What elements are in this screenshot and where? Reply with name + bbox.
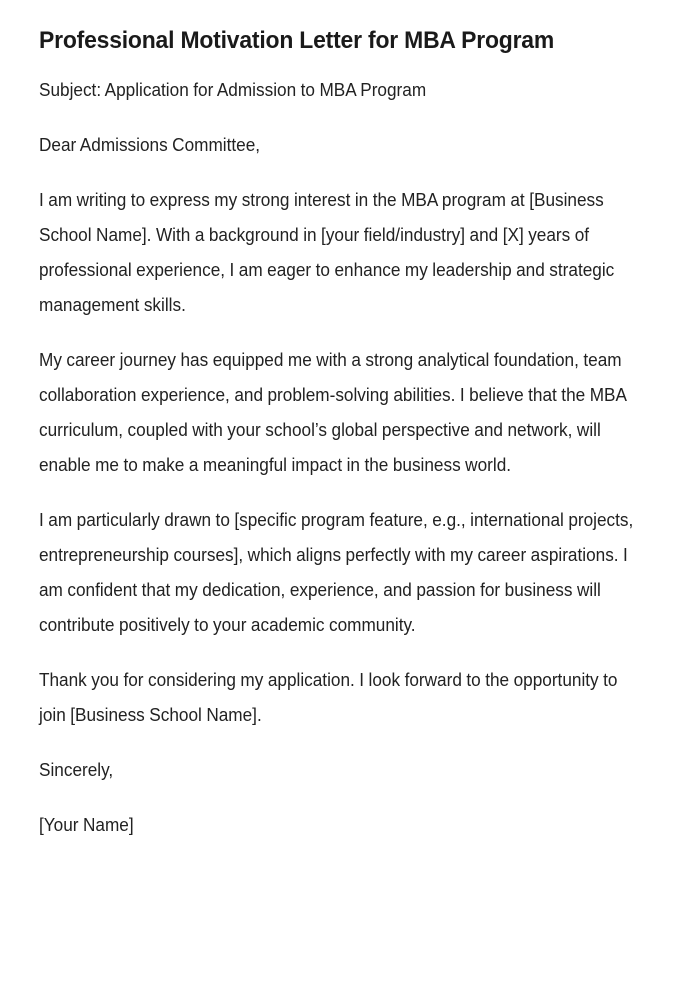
page-title: Professional Motivation Letter for MBA Program: [39, 27, 555, 54]
salutation: Dear Admissions Committee,: [39, 135, 261, 155]
sign-off: Sincerely,: [39, 760, 114, 780]
body-paragraph-3: I am particularly drawn to [specific program feature, e.g., international projects, entrepreneurship courses], which aligns perfectly with my career aspirations. I am confident that my dedication, experience, and passion for business will contribute positively to your academic community.: [39, 510, 634, 635]
letter-body: [39, 73, 660, 843]
subject-line: Subject: Application for Admission to MBA Program: [39, 80, 427, 100]
bottom-spacer: [39, 843, 660, 873]
body-paragraph-1: I am writing to express my strong interest in the MBA program at [Business School Name]. With a background in [your field/industry] and [X] years of professional experience, I am eager to enhance my leadership and strategic management skills.: [39, 190, 615, 315]
closing-paragraph: Thank you for considering my application. I look forward to the opportunity to join [Business School Name].: [39, 670, 618, 725]
body-paragraph-2: My career journey has equipped me with a strong analytical foundation, team collaboration experience, and problem-solving abilities. I believe that the MBA curriculum, coupled with your school’s global perspective and network, will enable me to make a meaningful impact in the business world.: [39, 350, 626, 475]
signature-name: [Your Name]: [39, 815, 134, 835]
